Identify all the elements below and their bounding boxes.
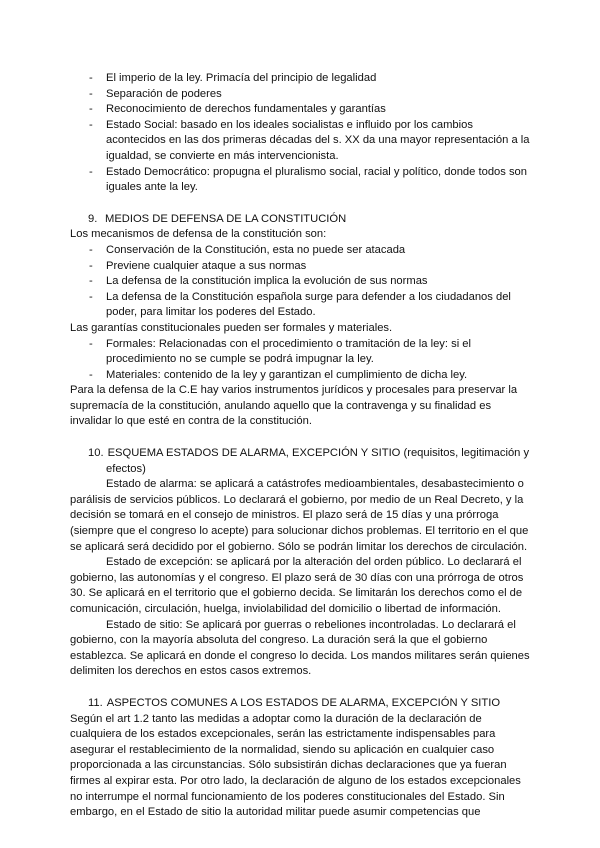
- defense-mechanisms-list: [70, 243, 530, 321]
- list-item: - Estado Democrático: propugna el pluralismo social, racial y político, donde todos son iguales ante la ley.: [70, 165, 530, 196]
- section-number: 11.: [88, 696, 103, 709]
- list-item: - Formales: Relacionadas con el procedimiento o tramitación de la ley: si el procedimiento no se cumple se podrá impugnar la ley.: [70, 337, 530, 368]
- section-title: ASPECTOS COMUNES A LOS ESTADOS DE ALARMA, EXCEPCIÓN Y SITIO: [106, 696, 501, 709]
- paragraph: Según el art 1.2 tanto las medidas a adoptar como la duración de la declaración de cualquiera de los estados excepcionales, serán las estrictamente indispensables para asegurar el restablecimiento de la normalidad, siendo su aplicación en cualquier caso proporcionada a las circunstancias. Sólo subsistirán dichas declaraciones que ya fueran firmes al expirar esta. Por otro lado, la declaración de alguno de los estados excepcionales no interrumpe el normal funcionamiento de los poderes constitucionales del Estado. Sin embargo, en el Estado de sitio la autoridad militar puede asumir competencias que: [70, 712, 521, 819]
- list-item: - Estado Social: basado en los ideales socialistas e influido por los cambios acontecidos en las dos primeras décadas del s. XX da una mayor representación a la igualdad, se convierte en más intervencionista.: [70, 118, 530, 165]
- guarantees-list: [70, 337, 530, 384]
- section-11-heading: [70, 696, 530, 712]
- estado-sitio-paragraph: Estado de sitio: Se aplicará por guerras o rebeliones incontroladas. Lo declarará el gobierno, con la mayoría absoluta del congreso. La duración será la que el gobierno establezca. Se aplicará en donde el congreso lo decida. Los mandos militares serán quienes delimiten los derechos en estos casos extremos.: [70, 618, 530, 678]
- page-content: [70, 71, 530, 821]
- list-item: - La defensa de la Constitución española surge para defender a los ciudadanos del poder, para limitar los poderes del Estado.: [70, 290, 530, 321]
- estado-alarma-paragraph: Estado de alarma: se aplicará a catástrofes medioambientales, desabastecimiento o parálisis de servicios públicos. Lo declarará el gobierno, por medio de un Real Decreto, y la decisión se tomará en el consejo de ministros. El plazo será de 15 días y una prórroga (siempre que el congreso lo acepte) para solucionar dichos problemas. El territorio en el que se aplicará será decidido por el gobierno. Sólo se podrán limitar los derechos de circulación.: [70, 478, 529, 553]
- section-number: 9.: [88, 212, 98, 225]
- estado-excepcion-paragraph: Estado de excepción: se aplicará por la alteración del orden público. Lo declarará el gobierno, las autonomías y el congreso. El plazo será de 30 días con una prórroga de otros 30. Se aplicará en el territorio que el gobierno decida. Se limitarán los derechos como el de comunicación, circulación, huelga, inviolabilidad del domicilio o libertad de información.: [70, 556, 524, 615]
- paragraph: Para la defensa de la C.E hay varios instrumentos jurídicos y procesales para preservar la supremacía de la constitución, anulando aquello que la contravenga y su finalidad es invalidar lo que esté en contra de la constitución.: [70, 384, 518, 428]
- list-item: - Materiales: contenido de la ley y garantizan el cumplimiento de dicha ley.: [70, 368, 530, 384]
- list-item: - Reconocimiento de derechos fundamentales y garantías: [70, 102, 530, 118]
- list-item: - El imperio de la ley. Primacía del principio de legalidad: [70, 71, 530, 87]
- section-number: 10.: [88, 447, 104, 460]
- section-9-heading: [70, 212, 530, 228]
- list-item: - Previene cualquier ataque a sus normas: [70, 259, 530, 275]
- paragraph: Las garantías constitucionales pueden ser formales y materiales.: [70, 321, 393, 334]
- list-item: - Conservación de la Constitución, esta no puede ser atacada: [70, 243, 530, 259]
- section-title: ESQUEMA ESTADOS DE ALARMA, EXCEPCIÓN Y SITIO (requisitos, legitimación y efectos): [106, 447, 530, 475]
- paragraph: Los mecanismos de defensa de la constitución son:: [70, 228, 327, 241]
- section-10-heading: [70, 446, 530, 477]
- section-title: MEDIOS DE DEFENSA DE LA CONSTITUCIÓN: [105, 212, 347, 225]
- list-item: - Separación de poderes: [70, 87, 530, 103]
- rule-of-law-list: [70, 71, 530, 196]
- list-item: - La defensa de la constitución implica la evolución de sus normas: [70, 274, 530, 290]
